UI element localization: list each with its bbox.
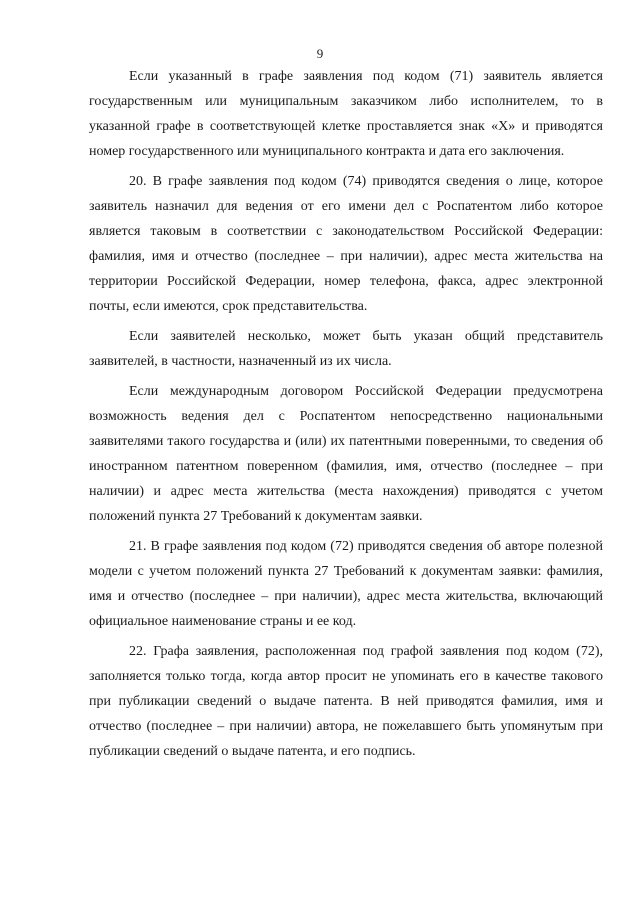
paragraph-contractor-mark: Если указанный в графе заявления под кодом (71) заявитель является государственным или муниципальным заказчиком либо исполнителем, то в указанной графе в соответствующей клетке проставляется знак «Х» и приводятся номер государственного или муниципального контракта и дата его заключения. (89, 69, 603, 159)
paragraph-foreign-attorney: Если международным договором Российской Федерации предусмотрена возможность ведения дел с Роспатентом непосредственно национальными заявителями такого государства и (или) их патентными поверенными, то сведения об иностранном патентном поверенном (фамилия, имя, отчество (последнее – при наличии) и адрес места жительства (места нахождения) приводятся с учетом положений пункта 27 Требований к документам заявки. (89, 384, 603, 524)
paragraph-20-representative: 20. В графе заявления под кодом (74) приводятся сведения о лице, которое заявитель назначил для ведения от его имени дел с Роспатентом либо которое является таковым в соответствии с законодательством Российской Федерации: фамилия, имя и отчество (последнее – при наличии), адрес места жительства на территории Российской Федерации, номер телефона, факса, адрес электронной почты, если имеются, срок представительства. (89, 174, 603, 314)
paragraph-22-author-anonymity: 22. Графа заявления, расположенная под графой заявления под кодом (72), заполняется только тогда, когда автор просит не упоминать его в качестве такового при публикации сведений о выдаче патента. В ней приводятся фамилия, имя и отчество (последнее – при наличии) автора, не пожелавшего быть упомянутым при публикации сведений о выдаче патента, и его подпись. (89, 644, 603, 759)
document-body (89, 64, 603, 769)
page-number: 9 (316, 46, 324, 61)
paragraph-21-author: 21. В графе заявления под кодом (72) приводятся сведения об авторе полезной модели с учетом положений пункта 27 Требований к документам заявки: фамилия, имя и отчество (последнее – при наличии), адрес места жительства, включающий официальное наименование страны и ее код. (89, 539, 603, 629)
paragraph-common-representative: Если заявителей несколько, может быть указан общий представитель заявителей, в частности, назначенный из их числа. (89, 329, 603, 369)
